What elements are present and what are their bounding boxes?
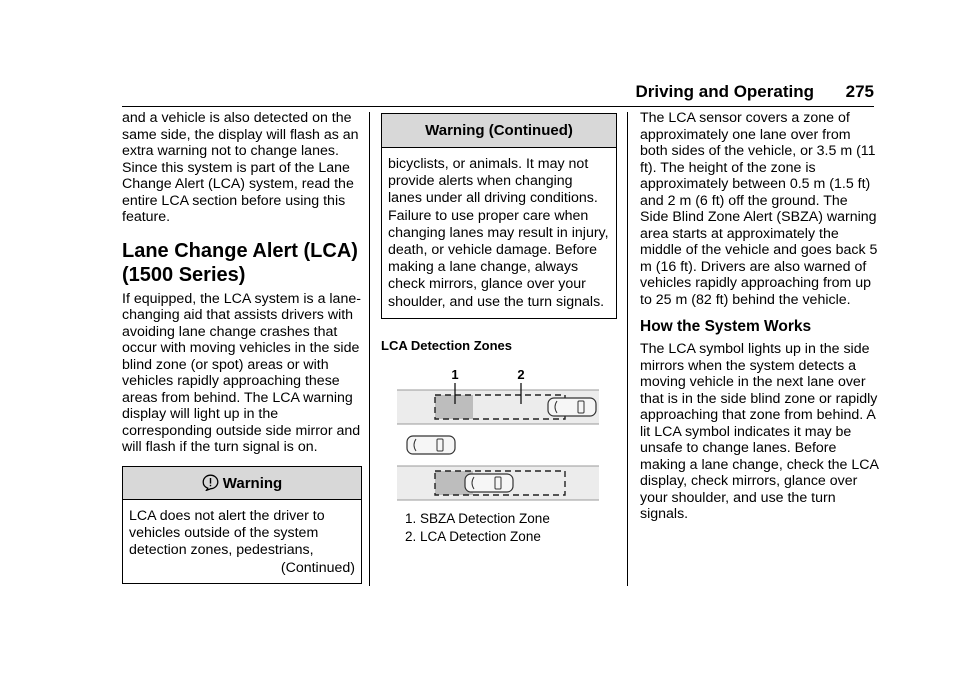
callout-number: 1 bbox=[451, 367, 459, 383]
warning-box bbox=[122, 466, 362, 584]
intro-paragraph: and a vehicle is also detected on the same side, the display will flash as an extra warning not to change lanes. Since this system is part of the Lane Change Alert (LCA) system, read the entire LCA section before using this feature. bbox=[122, 110, 359, 225]
legend-item: 1. SBZA Detection Zone bbox=[405, 511, 550, 527]
figure-title: LCA Detection Zones bbox=[381, 337, 512, 353]
warning-box-continued bbox=[381, 113, 617, 319]
warning-text: LCA does not alert the driver to vehicles outside of the system detection zones, pedestrians, bbox=[129, 507, 325, 558]
body-paragraph: The LCA sensor covers a zone of approximately one lane over from both sides of the vehicle, or 3.5 m (11 ft). The height of the zone is approximately between 0.5 m (1.5 ft) and 2 m (6 ft) off the ground. The Side Blind Zone Alert (SBZA) warning area starts at approximately the middle of the vehicle and goes back 5 m (16 ft). Drivers are also warned of vehicles rapidly approaching from up to 25 m (82 ft) behind the vehicle. bbox=[640, 110, 878, 308]
column-2 bbox=[381, 113, 617, 546]
page-number: 275 bbox=[845, 82, 874, 101]
warning-body bbox=[382, 148, 616, 318]
warning-icon bbox=[202, 474, 219, 491]
column-3 bbox=[640, 110, 880, 523]
body-paragraph: If equipped, the LCA system is a lane-changing aid that assists drivers with avoiding lane change crashes that occur with moving vehicles in the side blind zone (or spot) areas or with vehicles rapidly approaching these areas from behind. The LCA warning display will light up in the corresponding outside side mirror and will flash if the turn signal is on. bbox=[122, 290, 361, 455]
page-header bbox=[122, 82, 874, 107]
warning-title: Warning (Continued) bbox=[382, 114, 616, 148]
subsection-heading: How the System Works bbox=[640, 318, 812, 335]
heading-line: (1500 Series) bbox=[122, 263, 246, 286]
column-1 bbox=[122, 110, 362, 584]
warning-body bbox=[123, 500, 361, 583]
legend-item: 2. LCA Detection Zone bbox=[405, 529, 541, 545]
warning-title: Warning bbox=[222, 474, 283, 492]
callout-number: 2 bbox=[517, 367, 525, 383]
lca-detection-zones-diagram bbox=[393, 366, 599, 504]
column-divider bbox=[627, 112, 628, 586]
section-heading bbox=[122, 239, 362, 287]
sbza-detection-zone bbox=[435, 395, 473, 419]
warning-text: bicyclists, or animals. It may not provide alerts when changing lanes under all driving conditions. Failure to use proper care when changing lanes may result in injury, death, or vehicle damage. Before making a lane change, always check mirrors, glance over your shoulder, and use the turn signals. bbox=[388, 156, 609, 310]
continued-label: (Continued) bbox=[280, 559, 355, 576]
vehicle-in-zone-icon bbox=[465, 474, 513, 492]
approaching-vehicle-icon bbox=[548, 398, 596, 416]
figure-legend bbox=[405, 510, 617, 546]
host-vehicle-icon bbox=[407, 436, 455, 454]
heading-line: Lane Change Alert (LCA) bbox=[122, 239, 358, 262]
column-divider bbox=[369, 112, 370, 586]
section-title: Driving and Operating bbox=[635, 82, 814, 101]
warning-title-bar bbox=[123, 467, 361, 500]
body-paragraph: The LCA symbol lights up in the side mirrors when the system detects a moving vehicle in the next lane over that is in the side blind zone or rapidly approaching that zone from behind. A lit LCA symbol indicates it may be unsafe to change lanes. Before making a lane change, check the LCA display, check mirrors, glance over your shoulder, and use the turn signals. bbox=[640, 341, 879, 522]
